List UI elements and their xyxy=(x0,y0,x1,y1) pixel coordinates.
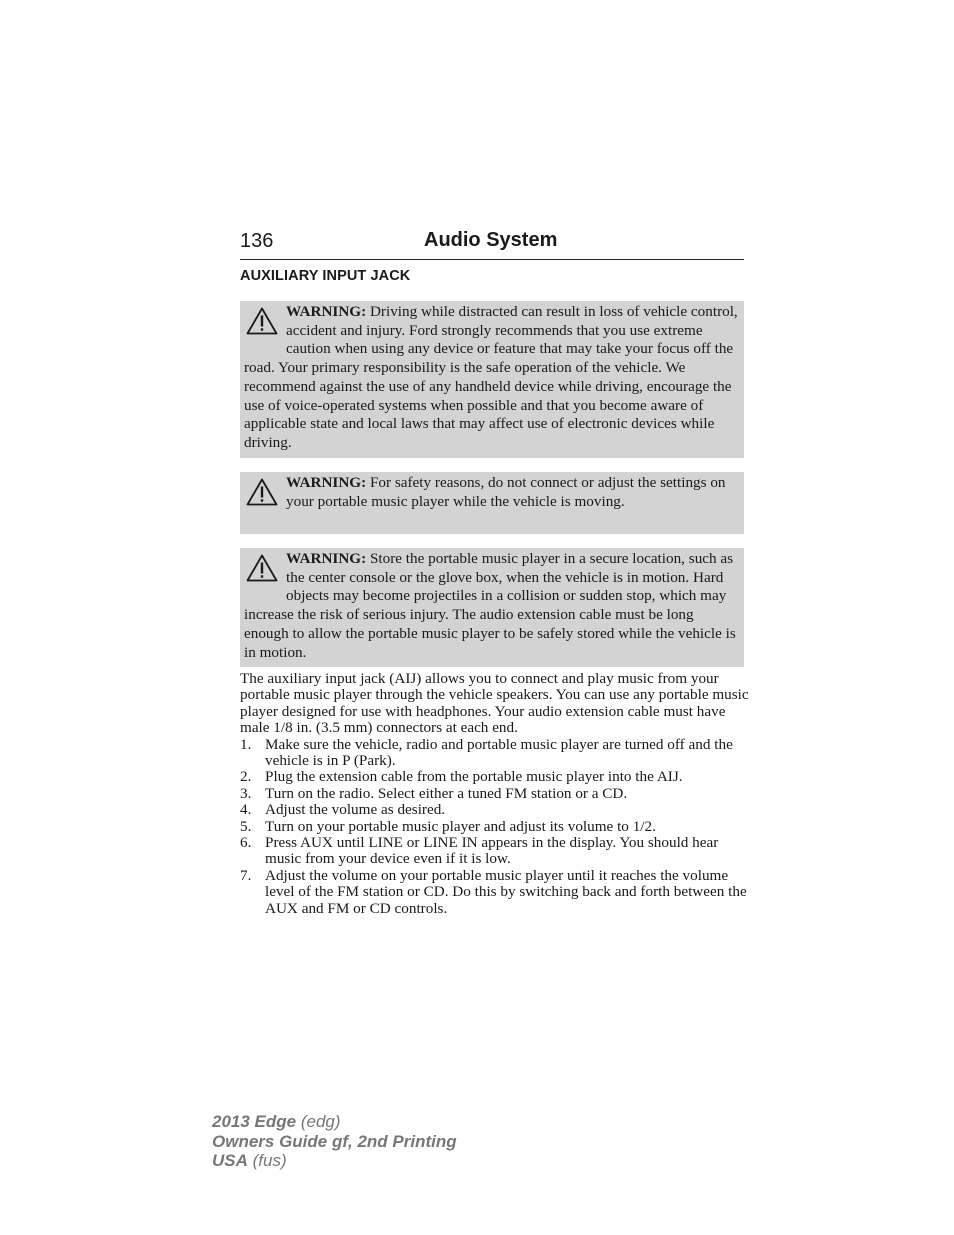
footer-market-code: (fus) xyxy=(247,1151,287,1170)
step-number: 4. xyxy=(240,801,252,819)
step-number: 2. xyxy=(240,768,252,786)
list-item xyxy=(240,868,750,917)
footer-model-code: (edg) xyxy=(296,1112,341,1131)
footer-market: USA xyxy=(212,1151,248,1170)
warning-label: WARNING: xyxy=(286,550,367,567)
warning-box-safety xyxy=(240,472,744,534)
warning-label: WARNING: xyxy=(286,474,367,491)
footer-line-market xyxy=(212,1151,457,1171)
warning-triangle-icon xyxy=(244,478,280,512)
footer-model: 2013 Edge xyxy=(212,1112,297,1131)
step-number: 5. xyxy=(240,817,252,835)
warning-box-storage xyxy=(240,548,744,667)
chapter-title: Audio System xyxy=(424,229,558,251)
page-footer xyxy=(212,1112,457,1171)
step-text: Press AUX until LINE or LINE IN appears in the display. You should hear music from your device even if it is low. xyxy=(265,834,719,868)
step-number: 1. xyxy=(240,735,252,753)
list-item xyxy=(240,737,750,770)
step-number: 6. xyxy=(240,834,252,852)
warning-triangle-icon xyxy=(244,554,280,588)
section-title: AUXILIARY INPUT JACK xyxy=(240,268,411,284)
list-item xyxy=(240,835,750,868)
warning-text: Driving while distracted can result in loss of vehicle control, accident and injury. Ford strongly recommends that you use extreme caution when using any device or feature that may take your focus off the road. Your primary responsibility is the safe operation of the vehicle. We recommend against the use of any handheld device while driving, encourage the use of voice-operated systems when possible and that you become aware of applicable state and local laws that may affect use of electronic devices while driving. xyxy=(244,303,738,451)
step-text: Turn on your portable music player and adjust its volume to 1/2. xyxy=(265,817,656,835)
warning-text: For safety reasons, do not connect or adjust the settings on your portable music player while the vehicle is moving. xyxy=(286,474,726,510)
step-text: Plug the extension cable from the portable music player into the AIJ. xyxy=(265,768,683,786)
step-number: 7. xyxy=(240,866,252,884)
step-text: Adjust the volume as desired. xyxy=(265,801,446,819)
body-content xyxy=(240,671,750,917)
step-number: 3. xyxy=(240,784,252,802)
step-text: Turn on the radio. Select either a tuned FM station or a CD. xyxy=(265,784,628,802)
page-number: 136 xyxy=(240,230,274,252)
warning-triangle-icon xyxy=(244,307,280,341)
list-item xyxy=(240,802,750,818)
list-item xyxy=(240,786,750,802)
list-item xyxy=(240,819,750,835)
footer-line-model xyxy=(212,1112,457,1132)
warning-text: Store the portable music player in a secure location, such as the center console or the glove box, when the vehicle is in motion. Hard objects may become projectiles in a collision or sudden stop, which may increase the risk of serious injury. The audio extension cable must be long enough to allow the portable music player to be safely stored while the vehicle is in motion. xyxy=(244,550,736,661)
page-header xyxy=(240,228,744,260)
warning-label: WARNING: xyxy=(286,303,367,320)
step-text: Make sure the vehicle, radio and portable music player are turned off and the vehicle is in P (Park). xyxy=(265,735,733,770)
list-item xyxy=(240,769,750,785)
footer-guide: Owners Guide gf, 2nd Printing xyxy=(212,1131,457,1151)
intro-paragraph: The auxiliary input jack (AIJ) allows you to connect and play music from your portable music player through the vehicle speakers. You can use any portable music player designed for use with headphones. Your audio extension cable must have male 1/8 in. (3.5 mm) connectors at each end. xyxy=(240,670,749,737)
steps-list xyxy=(240,737,750,917)
step-text: Adjust the volume on your portable music player until it reaches the volume level of the FM station or CD. Do this by switching back and forth between the AUX and FM or CD controls. xyxy=(265,866,747,917)
warning-box-distraction xyxy=(240,301,744,458)
